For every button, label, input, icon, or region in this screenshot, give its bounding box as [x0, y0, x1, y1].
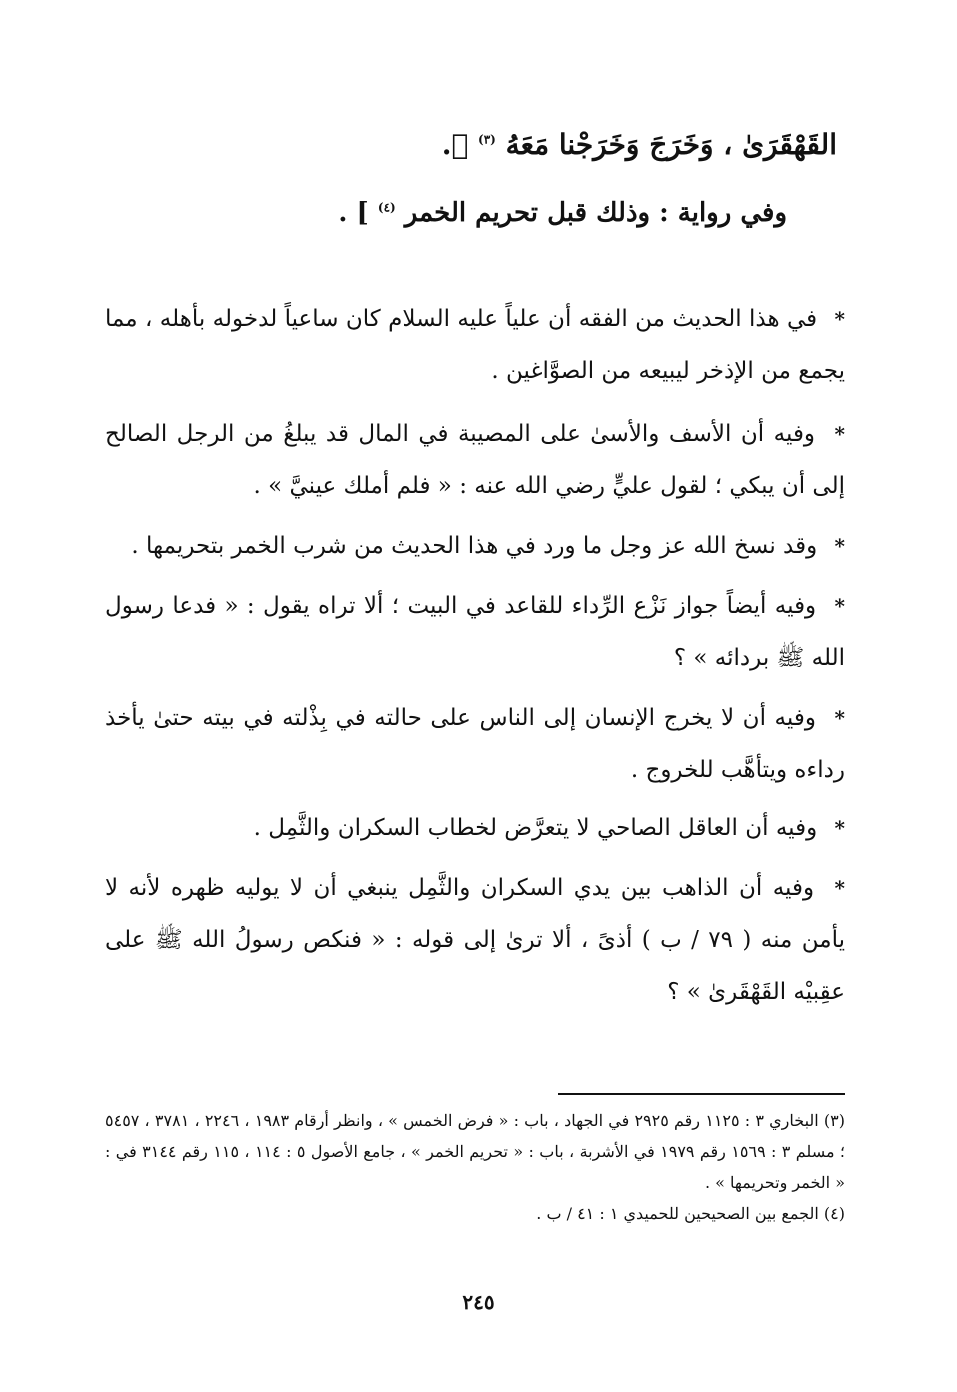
footnotes	[105, 1105, 845, 1229]
bullet-marker: *	[834, 594, 846, 618]
footnote-ref-3: (٣)	[478, 132, 496, 147]
intro-line-1-end: ٰ.	[441, 128, 452, 161]
paragraph-text: وفيه أن لا يخرج الإنسان إلى الناس على حالته في بِذْلته في بيته حتىٰ يأخذ رداءه ويتأهَّب للخروج .	[105, 705, 845, 783]
footnote-separator	[558, 1093, 845, 1095]
intro-line-2	[338, 198, 787, 228]
paragraph-3	[105, 520, 845, 572]
paragraph-text: وفيه أن الأسف والأسىٰ على المصيبة في المال قد يبلغُ من الرجل الصالح إلى أن يبكي ؛ لقول عليٍّ رضي الله عنه : « فلم أملك عينيَّ » .	[105, 421, 845, 499]
bullet-marker: *	[834, 534, 845, 558]
intro-line-2-text: وفي رواية : وذلك قبل تحريم الخمر	[404, 198, 787, 228]
footnote-ref-4: (٤)	[377, 200, 396, 215]
page-number: ٢٤٥	[462, 1290, 495, 1314]
intro-line-1-text: القَهْقَرَىٰ ، وَخَرَجَ وَخَرَجْنا مَعَهُ	[505, 128, 837, 161]
paragraph-1	[105, 293, 845, 397]
paragraph-text: في هذا الحديث من الفقه أن علياً عليه السلام كان ساعياً لدخوله بأهله ، مما يجمع من الإذخر ليبيعه من الصوَّاغين .	[105, 306, 845, 384]
paragraph-4	[105, 580, 845, 684]
paragraph-2	[105, 408, 845, 512]
bullet-marker: *	[834, 706, 846, 730]
footnote-4: (٤) الجمع بين الصحيحين للحميدي ١ : ٤١ / ب .	[536, 1204, 845, 1223]
bullet-marker: *	[834, 307, 845, 331]
paragraph-text: وقد نسخ الله عز وجل ما ورد في هذا الحديث من شرب الخمر بتحريمها .	[131, 533, 818, 559]
paragraph-7	[105, 862, 845, 1018]
paragraph-6	[105, 802, 845, 854]
bullet-marker: *	[834, 422, 845, 446]
intro-line-2-end: ] .	[338, 198, 369, 228]
bullet-marker: *	[834, 816, 845, 840]
bullet-marker: *	[834, 876, 845, 900]
paragraph-5	[105, 692, 845, 796]
paragraph-text: وفيه أن الذاهب بين يدي السكران والثَّمِل ينبغي أن لا يوليه ظهره لأنه لا يأمن منه ( ٧٩ / ب ) أذىً ، ألا ترىٰ إلى قوله : « فنكص رسولُ الله ﷺ على عقِبيْه القَهْقَرىٰ » ؟	[105, 875, 845, 1005]
intro-line-1	[442, 128, 837, 161]
paragraph-text: وفيه أن العاقل الصاحي لا يتعرَّض لخطاب السكران والثَّمِل .	[253, 815, 818, 841]
paragraph-text: وفيه أيضاً جواز نَزْع الرِّداء للقاعد في البيت ؛ ألا تراه يقول : « فدعا رسول الله ﷺ بردائه » ؟	[105, 593, 845, 671]
footnote-3: (٣) البخاري ٣ : ١١٢٥ رقم ٢٩٢٥ في الجهاد ، باب : « فرض الخمس » ، وانظر أرقام ١٩٨٣ ، ٢٢٤٦ ، ٣٧٨١ ، ٥٤٥٧ ؛ مسلم ٣ : ١٥٦٩ رقم ١٩٧٩ في الأشربة ، باب : « تحريم الخمر » ، جامع الأصول ٥ : ١١٤ ، ١١٥ رقم ٣١٤٤ في : « الخمر وتحريمها » .	[105, 1111, 846, 1192]
